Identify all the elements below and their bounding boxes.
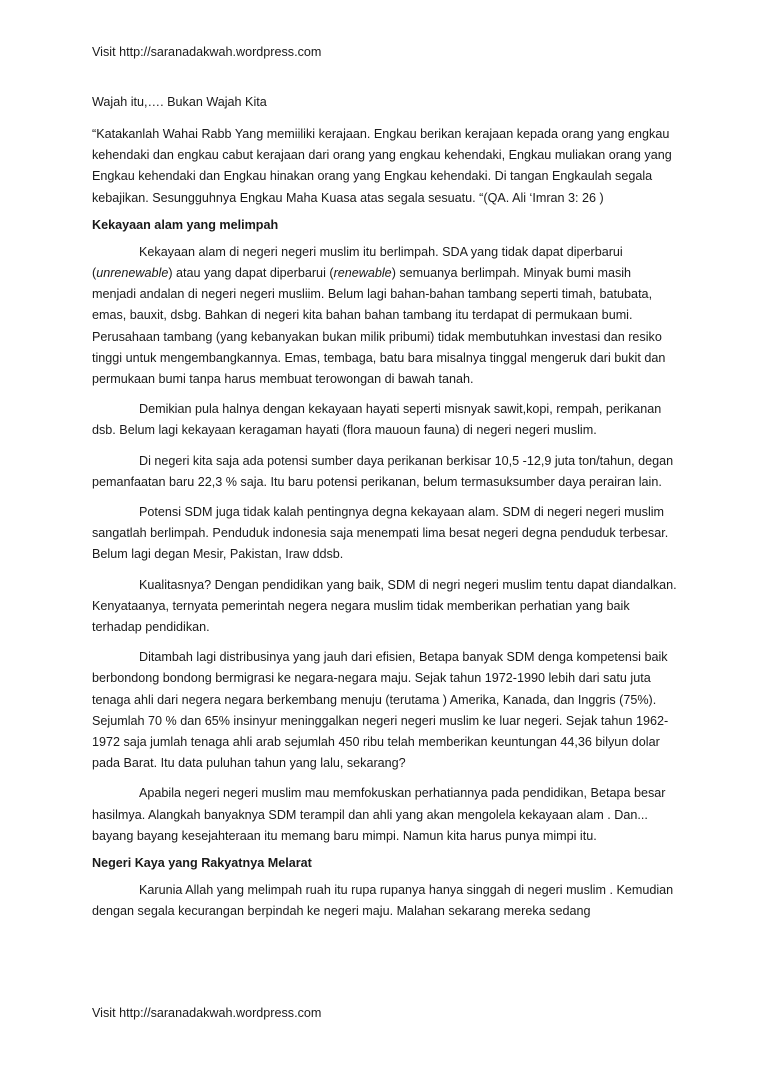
paragraph-perikanan: Di negeri kita saja ada potensi sumber daya perikanan berkisar 10,5 -12,9 juta ton/tahun, degan pemanfaatan baru 22,3 % saja. Itu baru potensi perikanan, belum termasuksumber daya perairan lain. <box>92 453 674 489</box>
paragraph-pendidikan: Apabila negeri negeri muslim mau memfokuskan perhatiannya pada pendidikan, Betapa besar hasilmya. Alangkah banyaknya SDM terampil dan ahli yang akan mengolela kekayaan alam . Dan... bayang bayang kesejahteraan itu memang baru mimpi. Namun kita harus punya mimpi itu. <box>92 786 666 843</box>
page-header: Visit http://saranadakwah.wordpress.com <box>92 45 322 59</box>
section-heading-kekayaan-alam: Kekayaan alam yang melimpah <box>92 217 279 232</box>
document-body <box>92 95 677 932</box>
page-footer: Visit http://saranadakwah.wordpress.com <box>92 1006 322 1020</box>
term-renewable: renewable <box>333 266 392 281</box>
paragraph-distribusi: Ditambah lagi distribusinya yang jauh dari efisien, Betapa banyak SDM denga kompetensi baik berbondong bondong bermigrasi ke negara-negara maju. Sejak tahun 1972-1990 lebih dari satu juta tenaga ahli dari negera negara berkembang menuju (terutama ) Amerika, Kanada, dan Inggris (75%). Sejumlah 70 % dan 65% insinyur meninggalkan negeri negeri muslim ke luar negeri. Sejak tahun 1962-1972 saja jumlah tenaga ahli arab sejumlah 450 ribu telah memberikan keuntungan 44,36 bilyun dolar pada Barat. Itu data puluhan tahun yang lalu, sekarang? <box>92 650 669 771</box>
paragraph-sda: Kekayaan alam di negeri negeri muslim itu berlimpah. SDA yang tidak dapat diperbarui (unrenewable) atau yang dapat diperbarui (renewable) semuanya berlimpah. Minyak bumi masih menjadi andalan di negeri negeri musliim. Belum lagi bahan-bahan tambang seperti timah, batubata, emas, bauxit, dsbg. Bahkan di negeri kita bahan bahan tambang itu terdapat di permukaan bumi. Perusahaan tambang (yang kebanyakan bukan milik pribumi) tidak membutuhkan investasi dan resiko tinggi untuk mengembangkannya. Emas, tembaga, batu bara misalnya tinggal mengeruk dari bukit dan permukaan bumi tanpa harus membuat terowongan di bawah tanah. <box>92 244 666 387</box>
paragraph-hayati: Demikian pula halnya dengan kekayaan hayati seperti misnyak sawit,kopi, rempah, perikanan dsb. Belum lagi kekayaan keragaman hayati (flora mauoun fauna) di negeri negeri muslim. <box>92 402 662 438</box>
paragraph-sdm: Potensi SDM juga tidak kalah pentingnya degna kekayaan alam. SDM di negeri negeri muslim sangatlah berlimpah. Penduduk indonesia saja menempati lima besat negeri degna penduduk terbesar. Belum lagi degan Mesir, Pakistan, Iraw ddsb. <box>92 505 669 562</box>
paragraph-karunia: Karunia Allah yang melimpah ruah itu rupa rupanya hanya singgah di negeri muslim . Kemudian dengan segala kecurangan berpindah ke negeri maju. Malahan sekarang mereka sedang <box>92 883 674 919</box>
paragraph-kualitas: Kualitasnya? Dengan pendidikan yang baik, SDM di negri negeri muslim tentu dapat diandalkan. Kenyataanya, ternyata pemerintah negera negara muslim tidak memberikan perhatian yang baik terhadap pendidikan. <box>92 577 677 635</box>
quran-quote: “Katakanlah Wahai Rabb Yang memiiliki kerajaan. Engkau berikan kerajaan kepada orang yang engkau kehendaki dan engkau cabut kerajaan dari orang yang engkau kehendaki, Engkau muliakan orang yang Engkau kehendaki dan Engkau hinakan orang yang Engkau kehendaki. Di tangan Engkaulah segala kebajikan. Sesungguhnya Engkau Maha Kuasa atas segala sesuatu. “(QA. Ali ‘Imran 3: 26 ) <box>92 127 672 205</box>
section-heading-negeri-kaya: Negeri Kaya yang Rakyatnya Melarat <box>92 856 312 871</box>
term-unrenewable: unrenewable <box>96 266 169 281</box>
document-title: Wajah itu,…. Bukan Wajah Kita <box>92 95 267 109</box>
